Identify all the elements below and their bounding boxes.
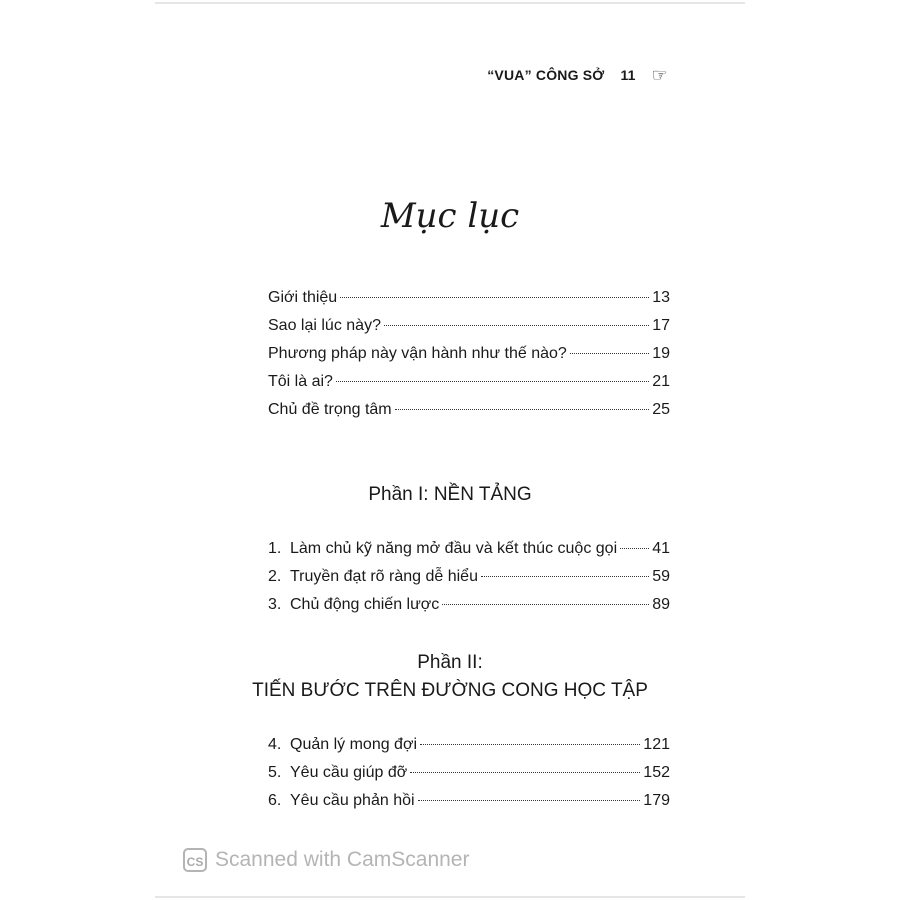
dot-leader bbox=[336, 381, 649, 382]
dot-leader bbox=[481, 576, 649, 577]
toc-title: Mục lục bbox=[380, 196, 520, 236]
dot-leader bbox=[620, 548, 649, 549]
toc-entry bbox=[268, 345, 670, 373]
entry-number: 6. bbox=[268, 792, 282, 809]
toc-entry bbox=[268, 317, 670, 345]
top-edge-line bbox=[155, 2, 745, 4]
entry-label: Chủ đề trọng tâm bbox=[268, 401, 392, 418]
running-head bbox=[440, 64, 668, 86]
entry-label: Yêu cầu giúp đỡ bbox=[290, 764, 408, 781]
dot-leader bbox=[420, 744, 640, 745]
entry-label: Làm chủ kỹ năng mở đầu và kết thúc cuộc gọi bbox=[290, 540, 618, 557]
page-number: 11 bbox=[620, 67, 636, 83]
entry-page: 59 bbox=[652, 568, 670, 585]
entry-page: 89 bbox=[652, 596, 670, 613]
dot-leader bbox=[442, 604, 649, 605]
dot-leader bbox=[340, 297, 649, 298]
entry-page: 21 bbox=[652, 373, 670, 390]
dot-leader bbox=[384, 325, 649, 326]
toc-entry bbox=[268, 540, 670, 568]
camscanner-watermark bbox=[183, 848, 469, 872]
entry-label: Phương pháp này vận hành như thế nào? bbox=[268, 345, 567, 362]
entry-page: 25 bbox=[652, 401, 670, 418]
entry-page: 121 bbox=[643, 736, 670, 753]
dot-leader bbox=[410, 772, 640, 773]
entry-label: Yêu cầu phản hồi bbox=[290, 792, 415, 809]
toc-entry bbox=[268, 373, 670, 401]
toc-entry bbox=[268, 289, 670, 317]
toc-entry bbox=[268, 736, 670, 764]
entry-page: 13 bbox=[652, 289, 670, 306]
toc-entry bbox=[268, 792, 670, 820]
part-1-heading: Phần I: NỀN TẢNG bbox=[368, 484, 532, 505]
toc-entry bbox=[268, 568, 670, 596]
dot-leader bbox=[418, 800, 641, 801]
toc-entry bbox=[268, 596, 670, 624]
dot-leader bbox=[395, 409, 650, 410]
entry-label: Truyền đạt rõ ràng dễ hiểu bbox=[290, 568, 478, 585]
dot-leader bbox=[570, 353, 649, 354]
entry-number: 2. bbox=[268, 568, 282, 585]
entry-number: 3. bbox=[268, 596, 282, 613]
bottom-edge-line bbox=[155, 896, 745, 898]
intro-list bbox=[268, 289, 670, 429]
entry-number: 4. bbox=[268, 736, 282, 753]
entry-page: 19 bbox=[652, 345, 670, 362]
toc-entry bbox=[268, 401, 670, 429]
entry-page: 41 bbox=[652, 540, 670, 557]
pointing-hand-icon: ☞ bbox=[651, 65, 668, 85]
entry-number: 1. bbox=[268, 540, 282, 557]
part-2-heading-title: TIẾN BƯỚC TRÊN ĐƯỜNG CONG HỌC TẬP bbox=[252, 680, 648, 701]
entry-number: 5. bbox=[268, 764, 282, 781]
part-2-list bbox=[268, 736, 670, 820]
entry-label: Tôi là ai? bbox=[268, 373, 333, 390]
entry-label: Sao lại lúc này? bbox=[268, 317, 381, 334]
entry-page: 179 bbox=[643, 792, 670, 809]
entry-label: Giới thiệu bbox=[268, 289, 338, 306]
entry-label: Chủ động chiến lược bbox=[290, 596, 440, 613]
camscanner-logo-icon: CS bbox=[183, 848, 207, 872]
entry-label: Quản lý mong đợi bbox=[290, 736, 417, 753]
entry-page: 17 bbox=[652, 317, 670, 334]
book-title: “VUA” CÔNG SỞ bbox=[487, 67, 605, 83]
part-2-heading-label: Phần II: bbox=[417, 652, 483, 673]
watermark-text: Scanned with CamScanner bbox=[215, 848, 470, 871]
part-1-list bbox=[268, 540, 670, 624]
entry-page: 152 bbox=[643, 764, 670, 781]
toc-entry bbox=[268, 764, 670, 792]
